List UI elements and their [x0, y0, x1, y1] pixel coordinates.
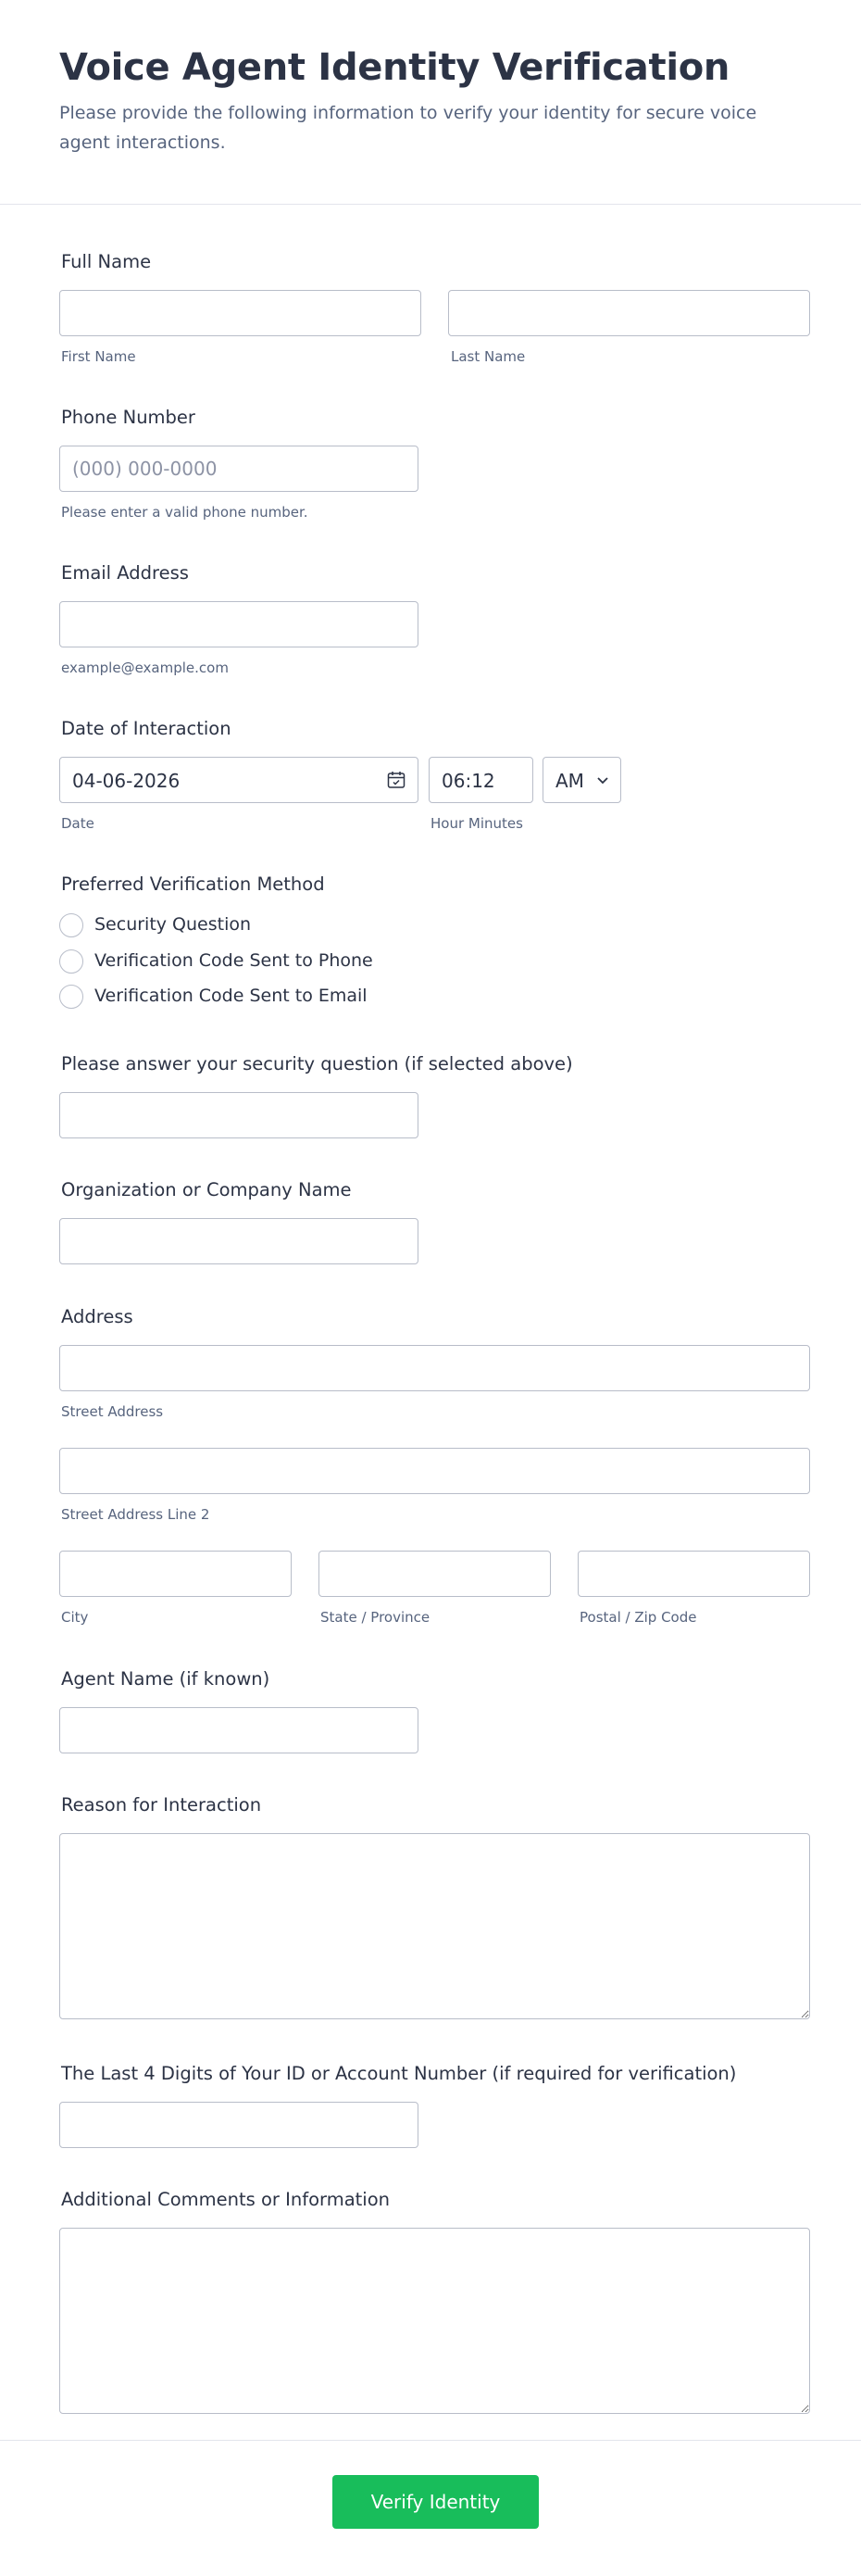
- last4-input[interactable]: [59, 2102, 418, 2148]
- time-input[interactable]: [429, 757, 533, 803]
- phone-hint: Please enter a valid phone number.: [61, 504, 308, 521]
- radio-button[interactable]: [59, 985, 83, 1009]
- calendar-icon[interactable]: [386, 770, 406, 790]
- street-address-sublabel: Street Address: [61, 1403, 164, 1420]
- ampm-select[interactable]: [543, 757, 621, 803]
- ampm-value: AM: [555, 770, 584, 792]
- address-label: Address: [61, 1306, 133, 1327]
- date-sublabel: Date: [61, 815, 94, 832]
- date-input[interactable]: [59, 757, 418, 803]
- organization-input[interactable]: [59, 1218, 418, 1264]
- first-name-sublabel: First Name: [61, 348, 136, 365]
- street-address-line2-sublabel: Street Address Line 2: [61, 1506, 210, 1523]
- email-hint: example@example.com: [61, 660, 229, 676]
- form-header: [0, 0, 861, 205]
- last4-label: The Last 4 Digits of Your ID or Account Number (if required for verification): [61, 2063, 737, 2084]
- phone-label: Phone Number: [61, 407, 195, 428]
- radio-label: Verification Code Sent to Email: [94, 986, 368, 1006]
- last-name-sublabel: Last Name: [451, 348, 526, 365]
- agent-name-input[interactable]: [59, 1707, 418, 1753]
- state-input[interactable]: [318, 1551, 551, 1597]
- city-input[interactable]: [59, 1551, 292, 1597]
- security-answer-label: Please answer your security question (if selected above): [61, 1053, 573, 1074]
- page-subtitle: Please provide the following information to verify your identity for secure voice agent interactions.: [59, 103, 757, 153]
- verify-identity-button[interactable]: Verify Identity: [332, 2475, 539, 2529]
- time-sublabel: Hour Minutes: [430, 815, 523, 832]
- chevron-down-icon: [595, 773, 610, 787]
- date-label: Date of Interaction: [61, 718, 231, 739]
- street-address-line2-input[interactable]: [59, 1448, 810, 1494]
- radio-button[interactable]: [59, 949, 83, 974]
- last-name-input[interactable]: [448, 290, 810, 336]
- date-value: 04-06-2026: [72, 770, 181, 792]
- city-sublabel: City: [61, 1609, 89, 1626]
- state-sublabel: State / Province: [320, 1609, 430, 1626]
- comments-textarea[interactable]: [59, 2228, 810, 2414]
- reason-textarea[interactable]: [59, 1833, 810, 2019]
- radio-label: Security Question: [94, 914, 252, 935]
- organization-label: Organization or Company Name: [61, 1179, 352, 1200]
- security-answer-input[interactable]: [59, 1092, 418, 1138]
- agent-name-label: Agent Name (if known): [61, 1668, 270, 1690]
- reason-label: Reason for Interaction: [61, 1794, 262, 1816]
- zip-input[interactable]: [578, 1551, 810, 1597]
- radio-button[interactable]: [59, 913, 83, 937]
- phone-input[interactable]: [59, 446, 418, 492]
- comments-label: Additional Comments or Information: [61, 2189, 391, 2210]
- email-input[interactable]: [59, 601, 418, 647]
- verification-method-label: Preferred Verification Method: [61, 873, 325, 895]
- radio-label: Verification Code Sent to Phone: [94, 950, 373, 971]
- first-name-input[interactable]: [59, 290, 421, 336]
- page-title: Voice Agent Identity Verification: [59, 46, 730, 89]
- street-address-input[interactable]: [59, 1345, 810, 1391]
- full-name-label: Full Name: [61, 251, 152, 272]
- zip-sublabel: Postal / Zip Code: [580, 1609, 697, 1626]
- time-value: 06:12: [442, 770, 495, 792]
- email-label: Email Address: [61, 562, 189, 584]
